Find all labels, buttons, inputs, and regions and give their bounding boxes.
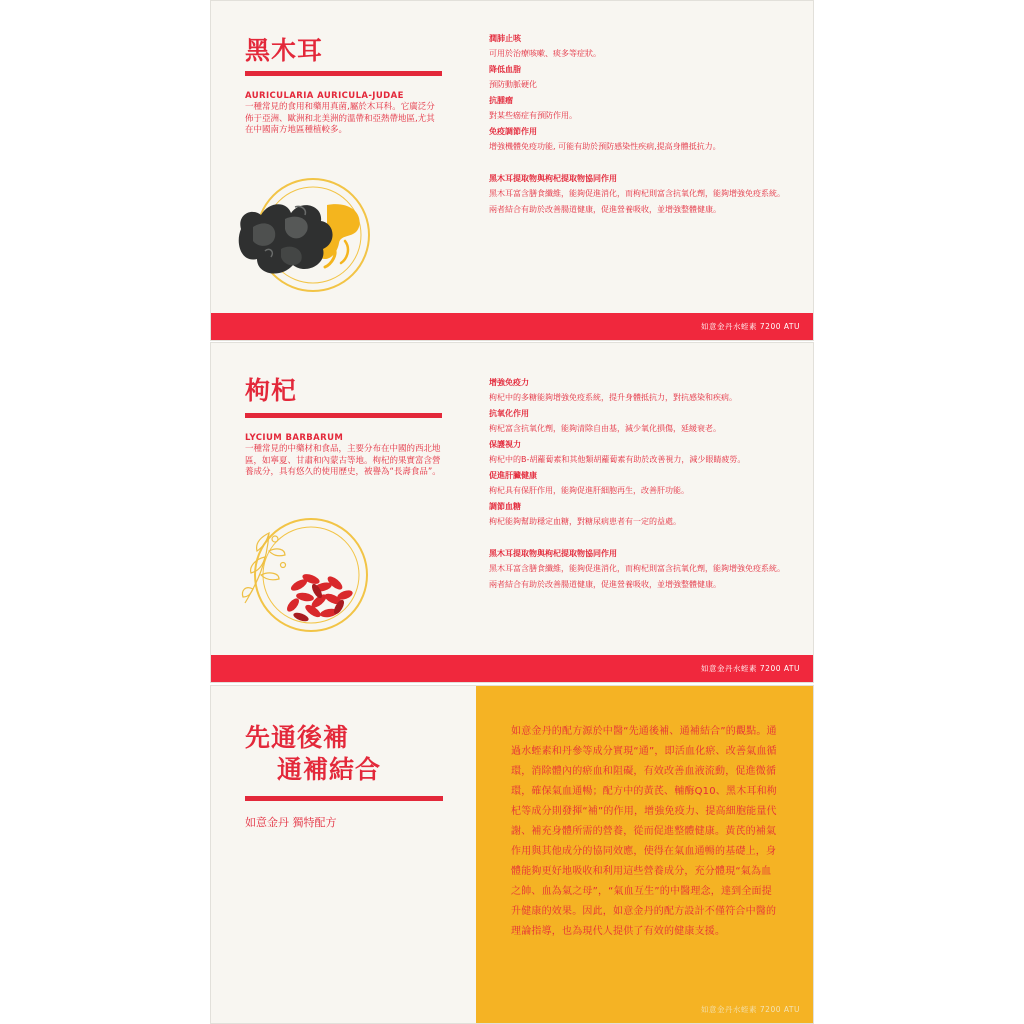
benefit-desc: 枸杞中的B-胡蘿蔔素和其他類胡蘿蔔素有助於改善視力，減少眼睛疲勞。 bbox=[489, 455, 746, 464]
formula-body: 如意金丹的配方源於中醫“先通後補、通補結合”的觀點。通過水蛭素和丹參等成分實現“通”，即活血化瘀、改善氣血循環，消除體內的瘀血和阻礙，有效改善血液流動，促進微循環，確保氣血通暢；配方中的黃芪、輔酶Q10、黑木耳和枸杞等成分則發揮“補”的作用，增強免疫力、提高細胞能量代謝、補充身體所需的營養，從而促進整體健康。黃芪的補氣作用與其他成分的協同效應，使得在氣血通暢的基礎上，身體能夠更好地吸收和利用這些營養成分，充分體現“氣為血之帥、血為氣之母”，“氣血互生”的中醫理念，達到全面提升健康的效果。因此，如意金丹的配方設計不僅符合中醫的理論指導，也為現代人提供了有效的健康支援。 bbox=[511, 726, 777, 937]
benefits-list bbox=[489, 31, 789, 218]
synergy-heading: 黑木耳提取物與枸杞提取物協同作用 bbox=[489, 549, 617, 558]
latin-name: LYCIUM BARBARUM bbox=[245, 433, 344, 443]
latin-name: AURICULARIA AURICULA-JUDAE bbox=[245, 91, 404, 101]
benefit-desc: 枸杞中的多糖能夠增強免疫系統，提升身體抵抗力，對抗感染和疾病。 bbox=[489, 393, 737, 402]
footer-text: 如意金丹水蛭素 7200 ATU bbox=[701, 664, 800, 673]
goji-panel bbox=[211, 343, 813, 682]
synergy-desc: 黑木耳富含膳食纖維，能夠促進消化，而枸杞則富含抗氧化劑，能夠增強免疫系統。兩者結合有助於改善腸道健康，促進營養吸收，並增強整體健康。 bbox=[489, 189, 785, 214]
benefit-heading: 抗腫瘤 bbox=[489, 96, 513, 105]
benefit-heading: 增強免疫力 bbox=[489, 378, 529, 387]
benefit-heading: 降低血脂 bbox=[489, 65, 521, 74]
benefit-heading: 抗氧化作用 bbox=[489, 409, 529, 418]
title-underline bbox=[245, 413, 442, 418]
formula-title-line1: 先通後補 bbox=[245, 723, 350, 752]
benefit-heading: 調節血糖 bbox=[489, 502, 521, 511]
formula-subtitle: 如意金丹 獨特配方 bbox=[245, 816, 337, 829]
intro-text: 一種常見的中藥材和食品，主要分布在中國的西北地區，如寧夏、甘肅和內蒙古等地。枸杞的果實富含營養成分，具有悠久的使用歷史，被譽為“長壽食品”。 bbox=[245, 444, 441, 477]
footer-text: 如意金丹水蛭素 7200 ATU bbox=[701, 322, 800, 331]
goji-berry-icon bbox=[239, 513, 379, 643]
benefits-list bbox=[489, 375, 789, 593]
benefit-desc: 增強機體免疫功能, 可能有助於預防感染性疾病,提高身體抵抗力。 bbox=[489, 142, 721, 151]
benefit-desc: 可用於治療咳嗽、痰多等症狀。 bbox=[489, 49, 601, 58]
black-fungus-panel bbox=[211, 1, 813, 340]
benefit-heading: 促進肝臟健康 bbox=[489, 471, 537, 480]
formula-text-box bbox=[476, 686, 813, 1023]
synergy-desc: 黑木耳富含膳食纖維，能夠促進消化，而枸杞則富含抗氧化劑，能夠增強免疫系統。兩者結合有助於改善腸道健康，促進營養吸收，並增強整體健康。 bbox=[489, 564, 785, 589]
footer-text: 如意金丹水蛭素 7200 ATU bbox=[701, 1005, 800, 1014]
benefit-desc: 枸杞富含抗氧化劑，能夠清除自由基，減少氧化損傷，延緩衰老。 bbox=[489, 424, 721, 433]
panel-title: 枸杞 bbox=[245, 376, 298, 405]
footer-bar bbox=[211, 313, 813, 340]
benefit-heading: 潤肺止咳 bbox=[489, 34, 521, 43]
title-underline bbox=[245, 796, 443, 801]
benefit-desc: 枸杞能夠幫助穩定血糖，對糖尿病患者有一定的益處。 bbox=[489, 517, 681, 526]
benefit-desc: 預防動脈硬化 bbox=[489, 80, 537, 89]
intro-text: 一種常見的食用和藥用真菌,屬於木耳科。它廣泛分佈于亞洲、歐洲和北美洲的溫帶和亞熱帶地區,尤其在中國南方地區種植較多。 bbox=[245, 102, 435, 135]
formula-title-line2: 通補結合 bbox=[277, 755, 382, 784]
footer-bar bbox=[211, 655, 813, 682]
formula-title bbox=[245, 722, 381, 786]
title-underline bbox=[245, 71, 442, 76]
benefit-heading: 保護視力 bbox=[489, 440, 521, 449]
benefit-heading: 免疫調節作用 bbox=[489, 127, 537, 136]
synergy-heading: 黑木耳提取物與枸杞提取物協同作用 bbox=[489, 174, 617, 183]
benefit-desc: 對某些癌症有預防作用。 bbox=[489, 111, 577, 120]
benefit-desc: 枸杞具有保肝作用，能夠促進肝細胞再生，改善肝功能。 bbox=[489, 486, 689, 495]
black-fungus-icon bbox=[235, 171, 375, 301]
formula-panel bbox=[211, 686, 813, 1023]
panel-title: 黑木耳 bbox=[245, 36, 324, 65]
